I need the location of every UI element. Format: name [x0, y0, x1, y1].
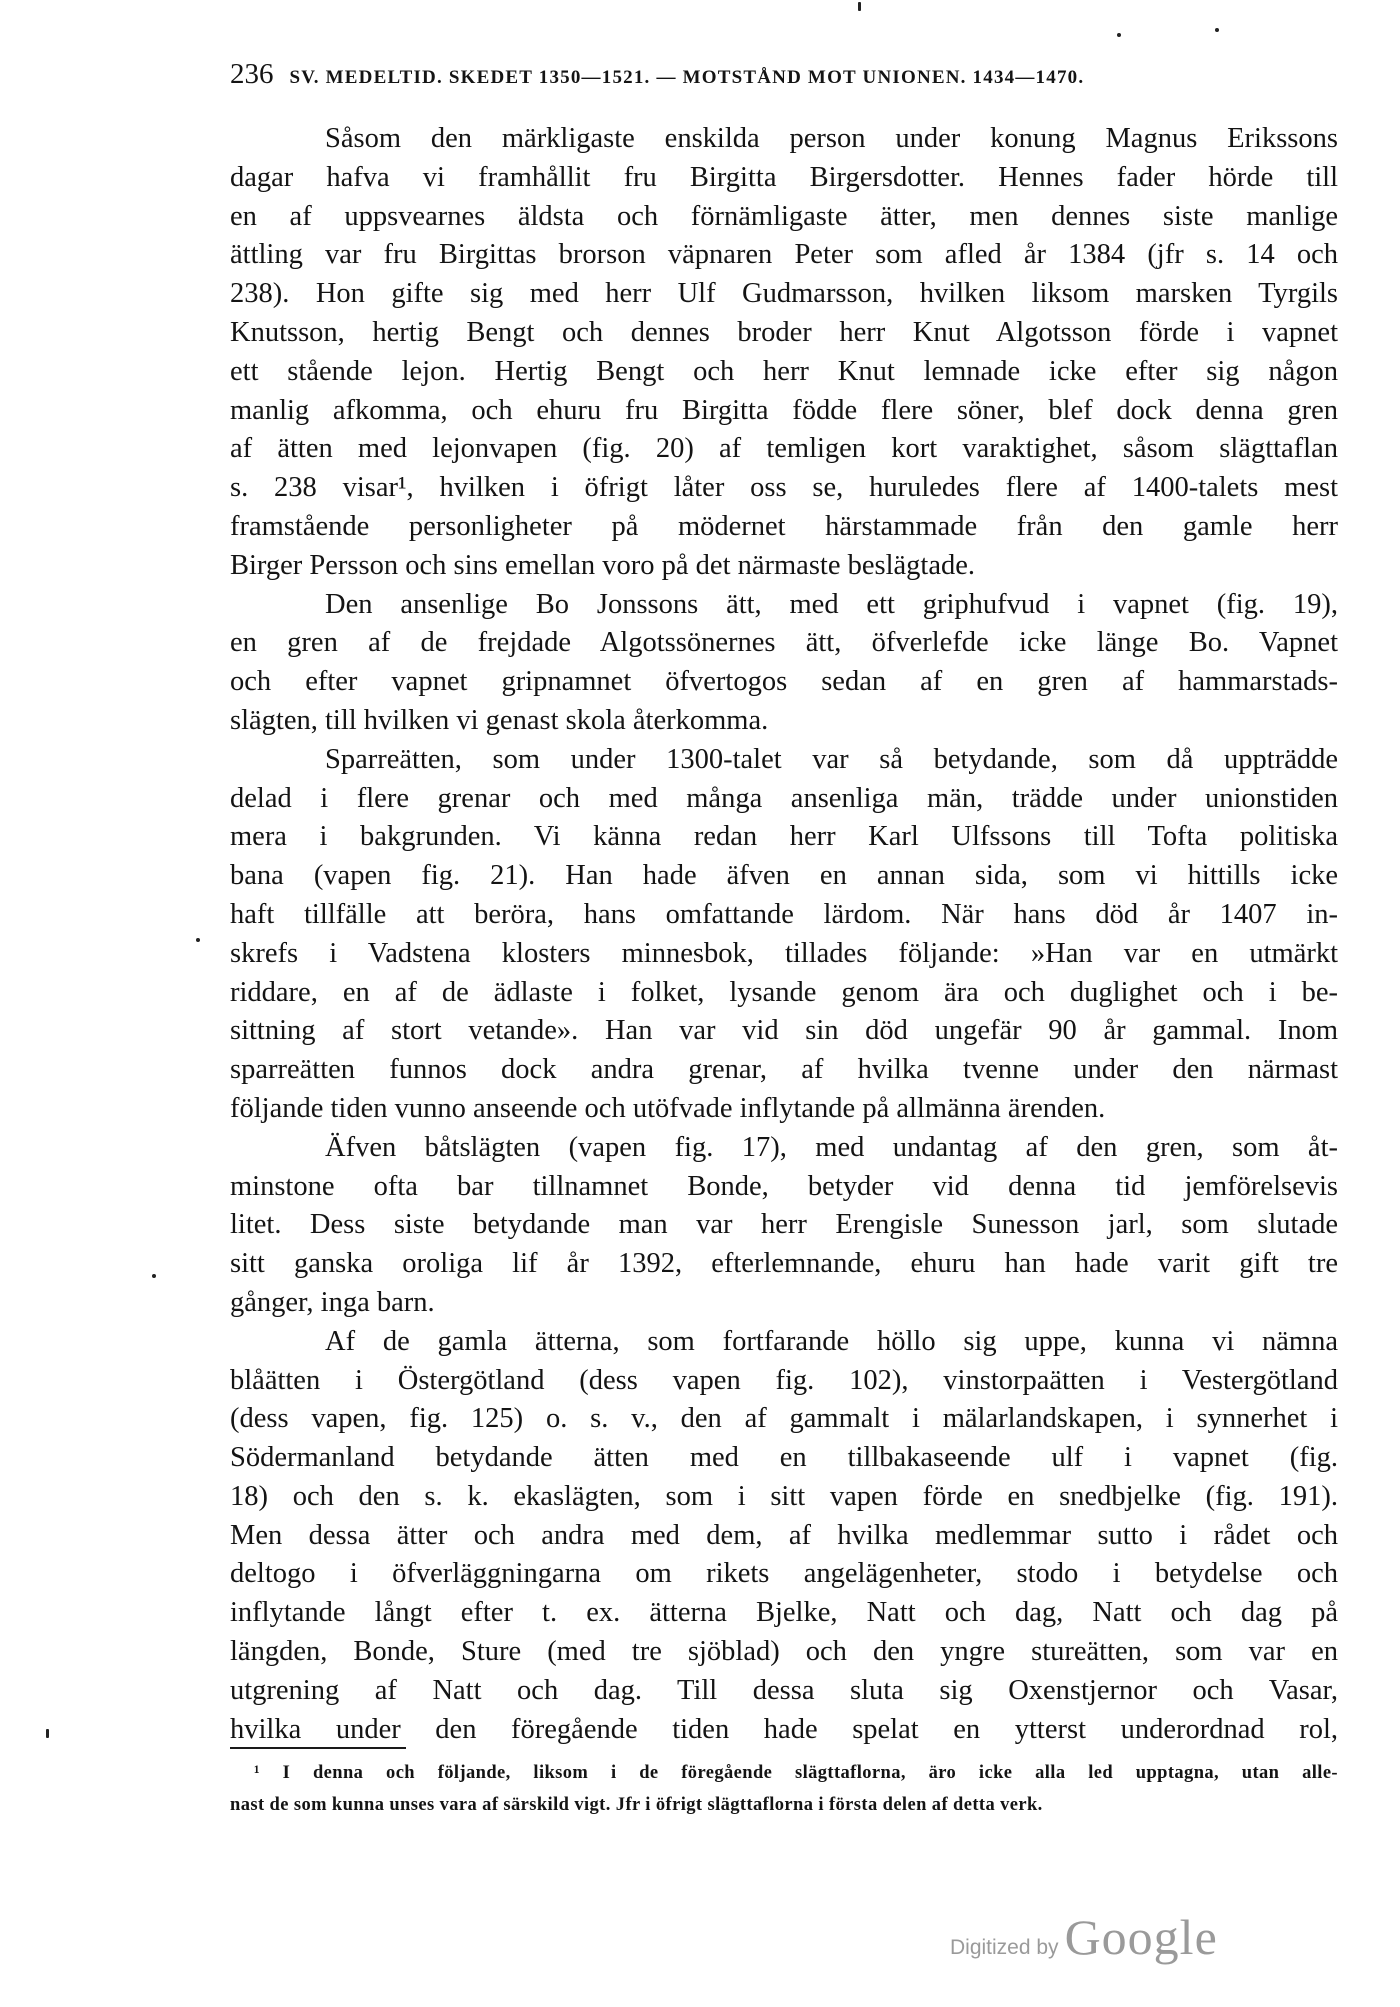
text-line: Birger Persson och sins emellan voro på det närmaste beslägtade. [230, 549, 976, 581]
text-line: blåätten i Östergötland (dess vapen fig. 102), vinstorpaätten i Vestergötland [230, 1364, 1338, 1396]
text-line: manlig afkomma, och ehuru fru Birgitta födde flere söner, blef dock denna gren [230, 394, 1338, 426]
footnote-line: nast de som kunna unses vara af särskild vigt. Jfr i öfrigt slägttaflorna i första delen af detta verk. [230, 1795, 1043, 1815]
text-line: deltogo i öfverläggningarna om rikets angelägenheter, stodo i betydelse och [230, 1558, 1338, 1590]
text-line: dagar hafva vi framhållit fru Birgitta Birgersdotter. Hennes fader hörde till [230, 161, 1338, 193]
text-line: Af de gamla ätterna, som fortfarande höllo sig uppe, kunna vi nämna [325, 1325, 1338, 1357]
text-line: följande tiden vunno anseende och utöfvade inflytande på allmänna ärenden. [230, 1092, 1106, 1124]
text-line: riddare, en af de ädlaste i folket, lysande genom ära och duglighet och i be- [230, 976, 1338, 1008]
text-line: (dess vapen, fig. 125) o. s. v., den af gammalt i mälarlandskapen, i synnerhet i [230, 1403, 1338, 1435]
text-line: delad i flere grenar och med många ansenliga män, trädde under unionstiden [230, 782, 1338, 814]
footnotes [230, 1757, 1338, 1821]
text-line: ett stående lejon. Hertig Bengt och herr Knut lemnade icke efter sig någon [230, 355, 1338, 387]
scan-speck [46, 1729, 49, 1738]
text-line: sparreätten funnos dock andra grenar, af hvilka tvenne under den närmast [230, 1054, 1338, 1086]
text-line: Äfven båtslägten (vapen fig. 17), med undantag af den gren, som åt- [325, 1131, 1338, 1163]
body-text [230, 120, 1338, 1749]
text-line: hvilka under den föregående tiden hade spelat en ytterst underordnad rol, [230, 1713, 1338, 1745]
text-line: 18) och den s. k. ekaslägten, som i sitt vapen förde en snedbjelke (fig. 191). [230, 1480, 1338, 1512]
scan-speck [858, 2, 861, 11]
text-line: skrefs i Vadstena klosters minnesbok, tillades följande: »Han var en utmärkt [230, 937, 1338, 969]
text-line: af ätten med lejonvapen (fig. 20) af temligen kort varaktighet, såsom slägttaflan [230, 433, 1338, 465]
digitized-watermark [950, 1908, 1218, 1966]
text-line: längden, Bonde, Sture (med tre sjöblad) och den yngre stureätten, som var en [230, 1636, 1338, 1668]
footnote-rule [230, 1747, 406, 1749]
text-line: haft tillfälle att beröra, hans omfattande lärdom. När hans död år 1407 in- [230, 898, 1338, 930]
text-line: Knutsson, hertig Bengt och dennes broder herr Knut Algotsson förde i vapnet [230, 316, 1338, 348]
google-logo: Google [1064, 1909, 1218, 1965]
text-line: litet. Dess siste betydande man var herr Erengisle Sunesson jarl, som slutade [230, 1209, 1338, 1241]
text-line: 238). Hon gifte sig med herr Ulf Gudmarsson, hvilken liksom marsken Tyrgils [230, 278, 1338, 310]
text-line: ättling var fru Birgittas brorson väpnaren Peter som afled år 1384 (jfr s. 14 och [230, 239, 1338, 271]
text-line: slägten, till hvilken vi genast skola återkomma. [230, 704, 769, 736]
text-line: mera i bakgrunden. Vi känna redan herr Karl Ulfssons till Tofta politiska [230, 821, 1338, 853]
scan-speck [196, 938, 200, 942]
footnote-line: ¹ I denna och följande, liksom i de föregående slägttaflorna, äro icke alla led upptagna, utan alle- [254, 1763, 1338, 1783]
scan-speck [152, 1274, 156, 1278]
running-header [230, 58, 1338, 98]
text-line: en af uppsvearnes äldsta och förnämligaste ätter, men dennes siste manlige [230, 200, 1338, 232]
text-line: Södermanland betydande ätten med en tillbakaseende ulf i vapnet (fig. [230, 1442, 1338, 1474]
text-line: sitt ganska oroliga lif år 1392, efterlemnande, ehuru han hade varit gift tre [230, 1248, 1338, 1280]
scan-speck [1215, 28, 1219, 32]
watermark-prefix: Digitized by [950, 1936, 1059, 1959]
running-title: SV. MEDELTID. SKEDET 1350—1521. — MOTSTÅND MOT UNIONEN. 1434—1470. [289, 67, 1085, 88]
text-line: Den ansenlige Bo Jonssons ätt, med ett griphufvud i vapnet (fig. 19), [325, 588, 1338, 620]
text-line: bana (vapen fig. 21). Han hade äfven en annan sida, som vi hittills icke [230, 860, 1338, 892]
text-line: s. 238 visar¹, hvilken i öfrigt låter oss se, huruledes flere af 1400-talets mest [230, 472, 1338, 504]
text-line: minstone ofta bar tillnamnet Bonde, betyder vid denna tid jemförelsevis [230, 1170, 1338, 1202]
text-line: en gren af de frejdade Algotssönernes ätt, öfverlefde icke länge Bo. Vapnet [230, 627, 1338, 659]
text-line: Men dessa ätter och andra med dem, af hvilka medlemmar sutto i rådet och [230, 1519, 1338, 1551]
text-line: framstående personligheter på mödernet härstammade från den gamle herr [230, 510, 1338, 542]
text-line: inflytande långt efter t. ex. ätterna Bjelke, Natt och dag, Natt och dag på [230, 1597, 1338, 1629]
text-line: Sparreätten, som under 1300-talet var så betydande, som då uppträdde [325, 743, 1338, 775]
text-line: sittning af stort vetande». Han var vid sin död ungefär 90 år gammal. Inom [230, 1015, 1338, 1047]
text-line: Såsom den märkligaste enskilda person under konung Magnus Erikssons [325, 123, 1338, 154]
scan-speck [1117, 33, 1121, 37]
page-number: 236 [230, 58, 274, 90]
text-line: och efter vapnet gripnamnet öfvertogos sedan af en gren af hammarstads- [230, 666, 1338, 698]
text-line: gånger, inga barn. [230, 1286, 435, 1318]
text-line: utgrening af Natt och dag. Till dessa sluta sig Oxenstjernor och Vasar, [230, 1674, 1338, 1706]
